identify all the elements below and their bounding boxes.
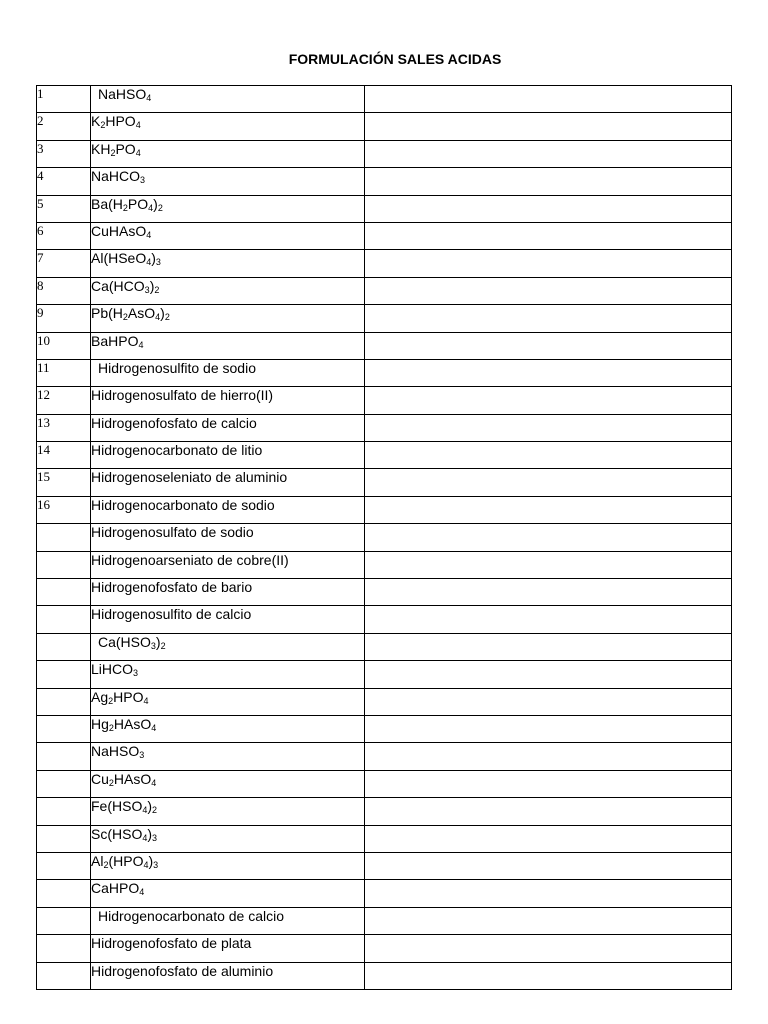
compound-text: BaHPO — [91, 332, 139, 349]
subscript: 4 — [139, 887, 145, 898]
subscript: 2 — [100, 120, 106, 131]
compound-text: ) — [147, 825, 153, 842]
compound-text: Al(HSeO — [91, 250, 147, 267]
row-number — [37, 661, 91, 688]
table-row — [37, 551, 732, 578]
table-row — [37, 250, 732, 277]
subscript: 4 — [135, 120, 141, 131]
row-number: 15 — [37, 469, 91, 496]
compound-text: HPO — [105, 113, 136, 130]
answer-cell[interactable] — [365, 880, 732, 907]
table-row — [37, 579, 732, 606]
answer-cell[interactable] — [365, 633, 732, 660]
answer-cell[interactable] — [365, 770, 732, 797]
subscript: 2 — [103, 859, 109, 870]
compound-text: Al — [91, 852, 104, 869]
table-row — [37, 661, 732, 688]
compound-text: CuHAsO — [91, 222, 147, 239]
compound-cell — [91, 496, 365, 523]
row-number: 6 — [37, 222, 91, 249]
subscript: 3 — [155, 257, 161, 268]
subscript: 4 — [138, 339, 144, 350]
compound-text: K — [91, 113, 101, 130]
row-number — [37, 852, 91, 879]
subscript: 3 — [139, 750, 145, 761]
subscript: 4 — [146, 93, 152, 103]
compound-text: Hidrogenofosfato de bario — [91, 579, 253, 596]
compound-cell — [91, 770, 365, 797]
row-number — [37, 907, 91, 934]
table-row — [37, 469, 732, 496]
row-number: 8 — [37, 277, 91, 304]
compound-text: Hidrogenoarseniato de cobre(II) — [91, 551, 289, 568]
table-row — [37, 743, 732, 770]
compound-cell — [91, 222, 365, 249]
subscript: 4 — [142, 832, 148, 843]
compound-text: NaHCO — [91, 168, 141, 185]
subscript: 4 — [148, 202, 154, 213]
row-number — [37, 524, 91, 551]
answer-cell[interactable] — [365, 825, 732, 852]
compound-text: ) — [153, 195, 158, 212]
row-number: 1 — [37, 86, 91, 113]
compound-cell — [91, 359, 365, 386]
answer-cell[interactable] — [365, 962, 732, 989]
row-number: 11 — [37, 359, 91, 386]
compound-text: HAsO — [113, 715, 152, 732]
row-number: 4 — [37, 168, 91, 195]
compound-text: ) — [147, 798, 153, 815]
subscript: 4 — [151, 722, 157, 733]
table-row — [37, 770, 732, 797]
compound-text: Hidrogenofosfato de aluminio — [91, 962, 274, 979]
subscript: 3 — [144, 284, 150, 295]
subscript: 3 — [133, 668, 139, 679]
compound-text: ) — [151, 250, 156, 267]
compound-cell — [91, 688, 365, 715]
compound-text: KH — [91, 140, 111, 157]
compound-cell — [91, 907, 365, 934]
compound-cell — [91, 86, 365, 113]
compound-cell — [91, 524, 365, 551]
exercise-rows — [37, 86, 732, 990]
compound-text: Hidrogenocarbonato de calcio — [98, 907, 285, 924]
compound-text: HAsO — [113, 770, 152, 787]
compound-text: Cu — [91, 770, 109, 787]
compound-text: ) — [149, 277, 155, 294]
subscript: 2 — [160, 640, 166, 651]
compound-cell — [91, 715, 365, 742]
table-row — [37, 305, 732, 332]
answer-cell[interactable] — [365, 524, 732, 551]
subscript: 2 — [108, 722, 114, 733]
compound-text: Hidrogenoseleniato de aluminio — [91, 469, 288, 486]
row-number — [37, 715, 91, 742]
answer-cell[interactable] — [365, 743, 732, 770]
subscript: 4 — [151, 777, 157, 788]
row-number: 7 — [37, 250, 91, 277]
table-row — [37, 86, 732, 113]
compound-cell — [91, 606, 365, 633]
answer-cell[interactable] — [365, 496, 732, 523]
compound-cell — [91, 332, 365, 359]
compound-text: Ba(H — [91, 195, 123, 212]
compound-text: Hidrogenosulfito de sodio — [98, 359, 256, 376]
answer-cell[interactable] — [365, 414, 732, 441]
subscript: 2 — [154, 284, 160, 295]
answer-cell[interactable] — [365, 359, 732, 386]
answer-cell[interactable] — [365, 332, 732, 359]
subscript: 3 — [153, 859, 159, 870]
table-row — [37, 962, 732, 989]
table-row — [37, 359, 732, 386]
row-number — [37, 633, 91, 660]
answer-cell[interactable] — [365, 113, 732, 140]
compound-text: LiHCO — [91, 661, 134, 678]
compound-text: Fe(HSO — [91, 798, 143, 815]
compound-cell — [91, 743, 365, 770]
compound-cell — [91, 551, 365, 578]
subscript: 2 — [110, 147, 116, 158]
compound-text: ) — [155, 633, 161, 650]
table-row — [37, 907, 732, 934]
answer-cell[interactable] — [365, 140, 732, 167]
compound-text: NaHSO — [91, 743, 140, 760]
subscript: 3 — [150, 640, 156, 651]
subscript: 4 — [142, 805, 148, 816]
subscript: 3 — [152, 832, 158, 843]
compound-text: HPO — [113, 688, 144, 705]
compound-cell — [91, 140, 365, 167]
table-row — [37, 496, 732, 523]
answer-cell[interactable] — [365, 579, 732, 606]
table-row — [37, 332, 732, 359]
compound-text: PO — [127, 195, 149, 212]
compound-text: AsO — [127, 305, 156, 322]
answer-cell[interactable] — [365, 442, 732, 469]
compound-cell — [91, 305, 365, 332]
table-row — [37, 168, 732, 195]
answer-cell[interactable] — [365, 305, 732, 332]
answer-cell[interactable] — [365, 907, 732, 934]
subscript: 2 — [152, 805, 158, 816]
compound-cell — [91, 250, 365, 277]
answer-cell[interactable] — [365, 86, 732, 113]
answer-cell[interactable] — [365, 168, 732, 195]
compound-cell — [91, 387, 365, 414]
compound-cell — [91, 825, 365, 852]
compound-text: Hidrogenofosfato de calcio — [91, 414, 257, 431]
row-number — [37, 880, 91, 907]
subscript: 3 — [140, 175, 146, 186]
compound-text: Hidrogenofosfato de plata — [91, 935, 252, 952]
compound-text: NaHSO — [98, 86, 147, 102]
compound-cell — [91, 414, 365, 441]
compound-text: Hidrogenosulfato de hierro(II) — [91, 387, 274, 404]
answer-cell[interactable] — [365, 935, 732, 962]
subscript: 4 — [146, 229, 152, 240]
table-row — [37, 524, 732, 551]
compound-text: Hidrogenosulfito de calcio — [91, 606, 252, 623]
compound-text: Hidrogenosulfato de sodio — [91, 524, 254, 541]
compound-text: Ca(HSO — [98, 633, 151, 650]
row-number: 13 — [37, 414, 91, 441]
answer-cell[interactable] — [365, 852, 732, 879]
row-number: 9 — [37, 305, 91, 332]
table-row — [37, 935, 732, 962]
compound-cell — [91, 935, 365, 962]
row-number: 5 — [37, 195, 91, 222]
compound-cell — [91, 469, 365, 496]
table-row — [37, 387, 732, 414]
table-row — [37, 442, 732, 469]
row-number — [37, 962, 91, 989]
row-number: 10 — [37, 332, 91, 359]
table-row — [37, 688, 732, 715]
compound-text: Sc(HSO — [91, 825, 143, 842]
exercise-table — [36, 85, 732, 990]
table-row — [37, 222, 732, 249]
subscript: 2 — [122, 312, 128, 323]
table-row — [37, 880, 732, 907]
table-row — [37, 633, 732, 660]
row-number: 12 — [37, 387, 91, 414]
subscript: 4 — [155, 312, 161, 323]
compound-text: Pb(H — [91, 305, 123, 322]
compound-cell — [91, 661, 365, 688]
answer-cell[interactable] — [365, 222, 732, 249]
table-row — [37, 414, 732, 441]
answer-cell[interactable] — [365, 387, 732, 414]
compound-cell — [91, 195, 365, 222]
compound-text: Hg — [91, 715, 109, 732]
compound-cell — [91, 852, 365, 879]
table-row — [37, 277, 732, 304]
subscript: 2 — [122, 202, 128, 213]
row-number — [37, 551, 91, 578]
compound-text: Hidrogenocarbonato de sodio — [91, 496, 275, 513]
compound-cell — [91, 579, 365, 606]
subscript: 4 — [143, 859, 149, 870]
compound-cell — [91, 962, 365, 989]
row-number — [37, 688, 91, 715]
row-number: 3 — [37, 140, 91, 167]
table-row — [37, 825, 732, 852]
compound-text: Ag — [91, 688, 109, 705]
answer-cell[interactable] — [365, 277, 732, 304]
compound-text: Hidrogenocarbonato de litio — [91, 442, 263, 459]
answer-cell[interactable] — [365, 715, 732, 742]
answer-cell[interactable] — [365, 551, 732, 578]
table-row — [37, 852, 732, 879]
compound-cell — [91, 798, 365, 825]
subscript: 2 — [108, 777, 114, 788]
answer-cell[interactable] — [365, 798, 732, 825]
subscript: 2 — [108, 695, 114, 706]
table-row — [37, 798, 732, 825]
row-number: 14 — [37, 442, 91, 469]
subscript: 4 — [143, 695, 149, 706]
compound-cell — [91, 113, 365, 140]
row-number — [37, 798, 91, 825]
compound-cell — [91, 277, 365, 304]
compound-cell — [91, 168, 365, 195]
table-row — [37, 140, 732, 167]
subscript: 4 — [146, 257, 152, 268]
table-row — [37, 606, 732, 633]
row-number — [37, 770, 91, 797]
compound-text: ) — [148, 852, 154, 869]
row-number — [37, 935, 91, 962]
row-number — [37, 606, 91, 633]
table-row — [37, 195, 732, 222]
compound-text: ) — [160, 305, 165, 322]
row-number — [37, 825, 91, 852]
compound-cell — [91, 880, 365, 907]
subscript: 2 — [157, 202, 163, 213]
page-title: FORMULACIÓN SALES ACIDAS — [288, 51, 502, 67]
compound-text: Ca(HCO — [91, 277, 145, 294]
table-row — [37, 715, 732, 742]
answer-cell[interactable] — [365, 250, 732, 277]
row-number: 2 — [37, 113, 91, 140]
compound-text: CaHPO — [91, 880, 140, 897]
compound-text: PO — [115, 140, 136, 157]
row-number — [37, 579, 91, 606]
answer-cell[interactable] — [365, 661, 732, 688]
answer-cell[interactable] — [365, 195, 732, 222]
row-number: 16 — [37, 496, 91, 523]
answer-cell[interactable] — [365, 469, 732, 496]
compound-cell — [91, 633, 365, 660]
compound-text: (HPO — [108, 852, 144, 869]
answer-cell[interactable] — [365, 688, 732, 715]
subscript: 4 — [135, 147, 141, 158]
table-row — [37, 113, 732, 140]
answer-cell[interactable] — [365, 606, 732, 633]
compound-cell — [91, 442, 365, 469]
row-number — [37, 743, 91, 770]
subscript: 2 — [164, 312, 170, 323]
